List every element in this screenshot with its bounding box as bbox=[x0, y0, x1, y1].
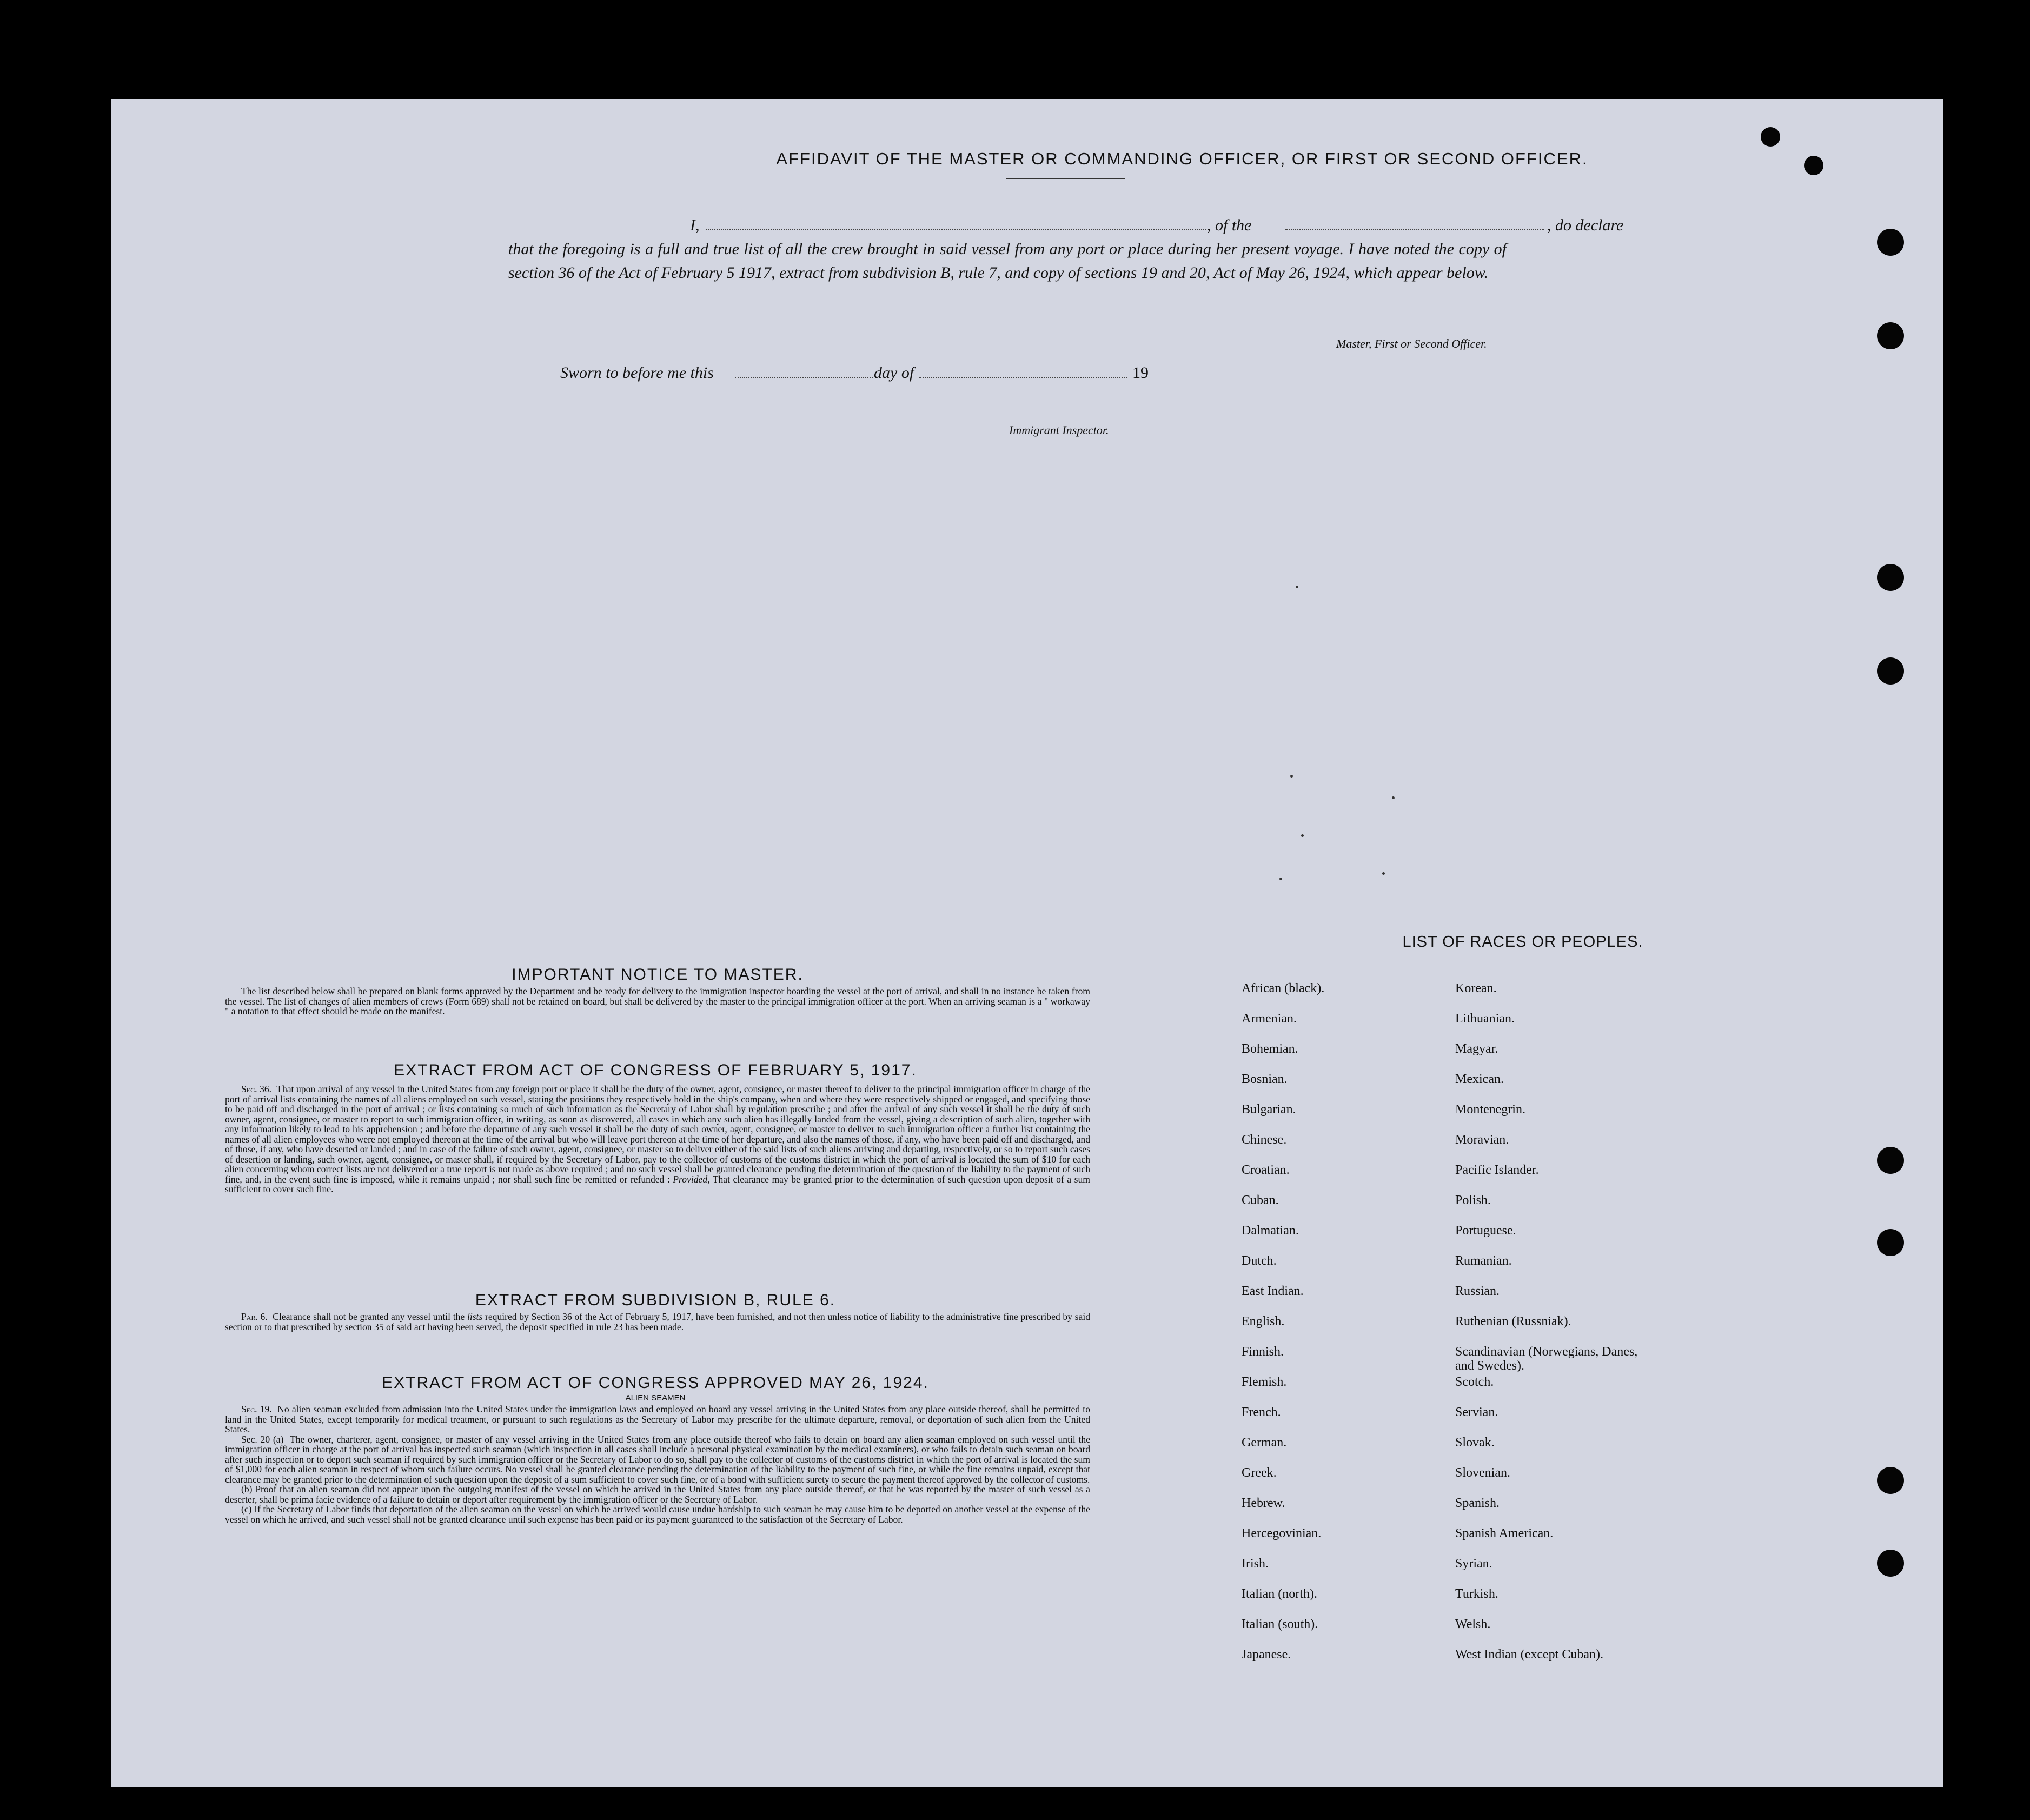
punch-hole bbox=[1877, 1550, 1904, 1577]
race-item: Dutch. bbox=[1242, 1254, 1277, 1268]
race-item: Cuban. bbox=[1242, 1193, 1279, 1207]
year-prefix: 19 bbox=[1132, 364, 1149, 382]
race-item: Croatian. bbox=[1242, 1163, 1290, 1177]
race-item: Bulgarian. bbox=[1242, 1102, 1296, 1117]
race-item: African (black). bbox=[1242, 981, 1325, 995]
race-item: Polish. bbox=[1455, 1193, 1491, 1207]
punch-hole bbox=[1877, 1467, 1904, 1494]
race-item: Portuguese. bbox=[1455, 1224, 1516, 1238]
extract-1917-text bbox=[225, 1084, 1090, 1194]
title-underline bbox=[1006, 178, 1125, 179]
section-label: Sec. 36. bbox=[241, 1084, 272, 1094]
speck bbox=[1296, 586, 1298, 588]
race-item: German. bbox=[1242, 1436, 1287, 1450]
speck bbox=[1382, 872, 1385, 875]
notice-title: IMPORTANT NOTICE TO MASTER. bbox=[512, 966, 804, 984]
punch-hole bbox=[1877, 322, 1904, 349]
of-the-label: , of the bbox=[1207, 216, 1252, 234]
race-item: Moravian. bbox=[1455, 1133, 1509, 1147]
race-item: French. bbox=[1242, 1405, 1281, 1419]
race-item: Spanish American. bbox=[1455, 1526, 1554, 1540]
race-item: Greek. bbox=[1242, 1466, 1277, 1480]
document-sheet bbox=[111, 99, 1943, 1787]
punch-hole bbox=[1761, 127, 1780, 147]
sec19-text: No alien seaman excluded from admission into the United States under the immigration laws and employed on board any vessel arriving in the United States from any place outside thereof, shall be permitted to land in the United States, except temporarily for medical treatment, or pursuant to such regulations as the Secretary of Labor may prescribe for the ultimate departure, removal, or deportation of such alien from the United States. bbox=[225, 1404, 1090, 1434]
extract-rule6-text bbox=[225, 1312, 1090, 1332]
sworn-prefix: Sworn to before me this bbox=[560, 364, 714, 382]
race-item: Spanish. bbox=[1455, 1496, 1500, 1510]
paragraph-label: Par. 6. bbox=[241, 1311, 268, 1322]
inspector-caption: Immigrant Inspector. bbox=[1009, 423, 1109, 437]
proviso-text: That clearance may be granted prior to the determination of such question upon deposit of a sum sufficient to cover such fine. bbox=[225, 1173, 1090, 1194]
race-item-multiline: Scandinavian (Norwegians, Danes, and Swedes). bbox=[1455, 1345, 1638, 1373]
notice-text bbox=[225, 986, 1090, 1017]
sec20a-label: Sec. 20 (a) bbox=[241, 1433, 284, 1445]
race-item: Lithuanian. bbox=[1455, 1012, 1515, 1026]
race-item: English. bbox=[1242, 1314, 1285, 1329]
race-item: Mexican. bbox=[1455, 1072, 1504, 1086]
race-item: Korean. bbox=[1455, 981, 1497, 995]
race-item: East Indian. bbox=[1242, 1284, 1304, 1298]
speck bbox=[1279, 878, 1282, 880]
do-declare-label: , do declare bbox=[1547, 216, 1624, 234]
race-item: Servian. bbox=[1455, 1405, 1498, 1419]
rule6-text-a: Clearance shall not be granted any vessel until the bbox=[273, 1311, 465, 1322]
race-item: Rumanian. bbox=[1455, 1254, 1512, 1268]
races-title: LIST OF RACES OR PEOPLES. bbox=[1402, 933, 1643, 951]
race-item: Hercegovinian. bbox=[1242, 1526, 1322, 1540]
race-item: Montenegrin. bbox=[1455, 1102, 1525, 1117]
sworn-month-blank bbox=[919, 377, 1127, 378]
punch-hole bbox=[1877, 657, 1904, 685]
sec20c-text: (c) If the Secretary of Labor finds that deportation of the alien seaman on the vessel on which he arrived would cause undue hardship to such seaman he may cause him to be deported on another vessel at the expense of the vessel on which he arrived, and such vessel shall not be granted clearance until such expense has been paid or its payment guaranteed to the satisfaction of the Secretary of Labor. bbox=[225, 1504, 1090, 1525]
race-item: Hebrew. bbox=[1242, 1496, 1285, 1510]
race-item: Flemish. bbox=[1242, 1375, 1287, 1389]
alien-seamen-subhead: ALIEN SEAMEN bbox=[625, 1393, 686, 1403]
vessel-blank bbox=[1285, 229, 1544, 230]
day-of-label: day of bbox=[874, 364, 914, 382]
race-item: Dalmatian. bbox=[1242, 1224, 1299, 1238]
name-blank bbox=[706, 229, 1206, 230]
master-caption: Master, First or Second Officer. bbox=[1336, 337, 1487, 350]
race-item: Italian (south). bbox=[1242, 1617, 1318, 1631]
affidavit-body: that the foregoing is a full and true list of all the crew brought in said vessel from any port or place during her present voyage. I have noted the copy of section 36 of the Act of February 5 1917, extract from subdivision B, rule 7, and copy of sections 19 and 20, Act of May 26, 1924, which appear below. bbox=[508, 240, 1507, 282]
race-item: Bosnian. bbox=[1242, 1072, 1288, 1086]
race-item: Armenian. bbox=[1242, 1012, 1297, 1026]
race-item: Syrian. bbox=[1455, 1557, 1492, 1571]
sec20b-text: (b) Proof that an alien seaman did not appear upon the outgoing manifest of the vessel on which he arrived in the United States from any place outside thereof, or that he was reported by the master of such vessel as a deserter, shall be prima facie evidence of a failure to detain or deport after requirement by the immigration officer or the Secretary of Labor. bbox=[225, 1484, 1090, 1505]
race-item: Scotch. bbox=[1455, 1375, 1494, 1389]
race-item: Slovak. bbox=[1455, 1436, 1495, 1450]
race-item: Irish. bbox=[1242, 1557, 1269, 1571]
proviso-label: Provided, bbox=[673, 1173, 710, 1185]
race-item: Bohemian. bbox=[1242, 1042, 1298, 1056]
race-item: Finnish. bbox=[1242, 1345, 1284, 1359]
sec20a-text: The owner, charterer, agent, consignee, or master of any vessel arriving in the United States from any place outside thereof who fails to detain on board any alien seaman employed on such vessel until the immigration officer in charge at the port of arrival has inspected such seaman (which inspection in all cases shall include a personal physical examination by the medical examiners), or who fails to detain such seaman on board after such inspection or to deport such seaman if required by such immigration officer or the Secretary of Labor to do so, shall pay to the collector of customs of the customs district in which the port of arrival is located the sum of $1,000 for each alien seaman in respect of whom such failure occurs. No vessel shall be granted clearance pending the determination of the liability to the payment of such fine, or while the fine remains unpaid, except that clearance may be granted prior to the determination of such question upon the deposit of a sum sufficient to cover such fine, or of a bond with sufficient surety to secure the payment thereof approved by the collector of customs. bbox=[225, 1433, 1091, 1485]
notice-paragraph: The list described below shall be prepared on blank forms approved by the Department and be ready for delivery to the immigration inspector boarding the vessel at the port of arrival, and shall in no instance be taken from the vessel. The list of changes of alien members of crews (Form 689) shall not be retained on board, but shall be delivered by the master to the principal immigration officer at the port. When an arriving seaman is a " workaway " a notation to that effect should be made on the manifest. bbox=[225, 986, 1090, 1017]
punch-hole bbox=[1877, 564, 1904, 591]
extract-1924-text bbox=[225, 1404, 1090, 1524]
speck bbox=[1301, 834, 1304, 837]
sworn-day-blank bbox=[735, 377, 873, 378]
speck bbox=[1290, 775, 1293, 778]
sec19-label: Sec. 19. bbox=[241, 1404, 272, 1414]
punch-hole bbox=[1877, 1229, 1904, 1256]
race-item: West Indian (except Cuban). bbox=[1455, 1648, 1603, 1662]
race-item: Welsh. bbox=[1455, 1617, 1491, 1631]
extract-rule6-title: EXTRACT FROM SUBDIVISION B, RULE 6. bbox=[475, 1291, 836, 1309]
punch-hole bbox=[1877, 229, 1904, 256]
race-item: Slovenian. bbox=[1455, 1466, 1510, 1480]
race-item: Italian (north). bbox=[1242, 1587, 1317, 1601]
extract-1917-title: EXTRACT FROM ACT OF CONGRESS OF FEBRUARY 5, 1917. bbox=[394, 1061, 917, 1079]
lists-word: lists bbox=[467, 1311, 483, 1322]
declare-prefix: I, bbox=[690, 216, 700, 234]
rule6-text-b: required by Section 36 of the Act of February 5, 1917, have been furnished, and not then unless notice of liability to the administrative fine prescribed by said section or to that prescribed by section 35 of said act having been served, the deposit specified in rule 23 has been made. bbox=[225, 1311, 1091, 1332]
punch-hole bbox=[1877, 1147, 1904, 1174]
speck bbox=[1392, 796, 1395, 799]
race-item: Chinese. bbox=[1242, 1133, 1287, 1147]
race-item: Japanese. bbox=[1242, 1648, 1291, 1662]
affidavit-title: AFFIDAVIT OF THE MASTER OR COMMANDING OFFICER, OR FIRST OR SECOND OFFICER. bbox=[776, 149, 1588, 168]
extract-1924-title: EXTRACT FROM ACT OF CONGRESS APPROVED MAY 26, 1924. bbox=[382, 1374, 929, 1392]
race-item: Magyar. bbox=[1455, 1042, 1498, 1056]
race-item: Ruthenian (Russniak). bbox=[1455, 1314, 1571, 1329]
race-item: Turkish. bbox=[1455, 1587, 1498, 1601]
section-text: That upon arrival of any vessel in the United States from any foreign port or place it shall be the duty of the owner, agent, consignee, or master thereof to deliver to the principal immigration officer in charge of the port of arrival lists containing the names of all aliens employed on such vessel, stating the positions they respectively hold in the ship's company, when and where they were respectively shipped or engaged, and specifying those to be paid off and discharged in the port of arrival ; or lists containing so much of such information as the Secretary of Labor shall by regulation prescribe ; and after the arrival of any such vessel it shall be the duty of such owner, agent, consignee, or master to report to such immigration officer, in writing, as soon as discovered, all cases in which any such alien has illegally landed from the vessel, giving a description of such alien, together with any information likely to lead to his apprehension ; and before the departure of any such vessel it shall be the duty of such owner, agent, consignee, or master to deliver to such immigration officer a further list containing the names of all alien employees who were not employed thereon at the time of the arrival but who will leave port thereon at the time of her departure, and also the names of those, if any, who have been paid off and discharged, and of those, if any, who have deserted or landed ; and in case of the failure of such owner, agent, consignee, or master so to deliver either of the said lists of such aliens arriving and departing, respectively, or so to report such cases of desertion or landing, such owner, agent, consignee, or master shall, if required by the Secretary of Labor, pay to the collector of customs of the customs district in which the port of arrival is located the sum of $10 for each alien concerning whom correct lists are not delivered or a true report is not made as above required ; and no such vessel shall be granted clearance pending the determination of the question of the liability to the payment of such fine, and, in the event such fine is imposed, while it remains unpaid ; nor shall such fine be remitted or refunded : bbox=[225, 1084, 1090, 1185]
race-item: Pacific Islander. bbox=[1455, 1163, 1539, 1177]
race-item: Russian. bbox=[1455, 1284, 1500, 1298]
